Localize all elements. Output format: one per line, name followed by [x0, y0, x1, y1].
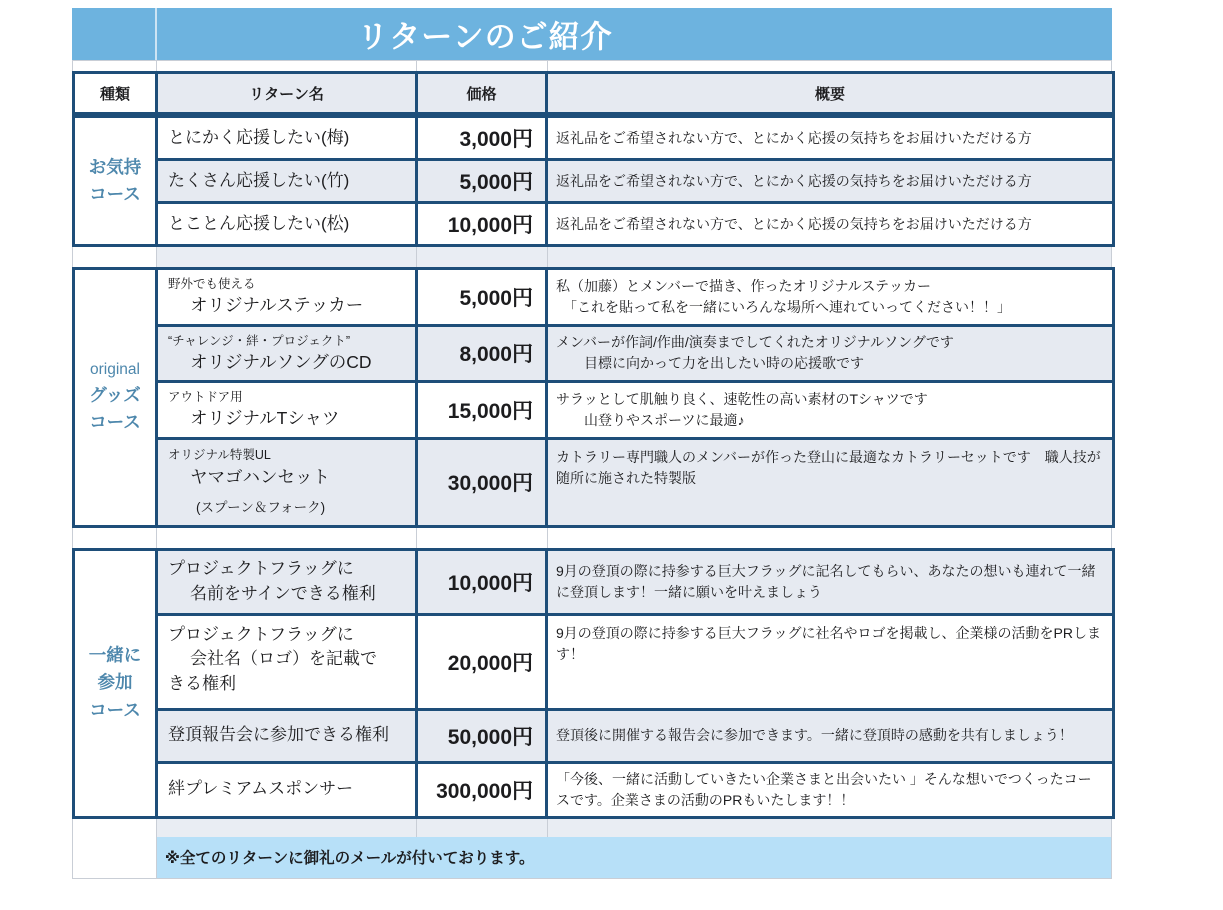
spacer-cell	[548, 528, 1112, 548]
course-type-cell	[74, 549, 157, 817]
price-cell: 5,000円	[417, 269, 547, 326]
return-name-line: とにかく応援したい(梅)	[168, 127, 350, 147]
return-name-cell	[157, 549, 417, 614]
summary-cell	[547, 614, 1114, 709]
footer-note: ※全てのリターンに御礼のメールが付いております。	[157, 837, 1112, 879]
summary-line: 「これを貼って私を一緒にいろんな場所へ連れていってください！！」	[556, 298, 1011, 315]
spacer-cell	[548, 819, 1112, 837]
return-row	[74, 325, 1114, 382]
return-row	[74, 438, 1114, 526]
summary-cell	[547, 160, 1114, 203]
return-name-cell	[157, 325, 417, 382]
summary-line: サラッとして肌触り良く、速乾性の高い素材のTシャツです	[556, 390, 928, 407]
return-name-line: たくさん応援したい(竹)	[168, 170, 350, 190]
price-cell: 50,000円	[417, 709, 547, 762]
band-divider	[155, 8, 157, 60]
price-cell: 5,000円	[417, 160, 547, 203]
summary-line: 山登りやスポーツに最適♪	[556, 411, 745, 428]
return-name-cell	[157, 709, 417, 762]
summary-cell	[547, 325, 1114, 382]
summary-line: 返礼品をご希望されない方で、とにかく応援の気持ちをお届けいただける方	[556, 172, 1032, 189]
return-name-line: オリジナルステッカー	[190, 295, 364, 316]
course-type-label: コース	[89, 699, 141, 720]
summary-cell	[547, 549, 1114, 614]
return-name-cell	[157, 117, 417, 160]
return-name-line: 絆プレミアムスポンサー	[168, 779, 354, 799]
footer-row	[72, 837, 1112, 879]
summary-line: 返礼品をご希望されない方で、とにかく応援の気持ちをお届けいただける方	[556, 129, 1032, 146]
summary-cell	[547, 117, 1114, 160]
spacer-cell	[548, 247, 1112, 267]
return-name-line: プロジェクトフラッグに	[168, 624, 354, 644]
spacer-cell	[157, 61, 417, 71]
spacer-cell	[417, 819, 548, 837]
return-row	[74, 160, 1114, 203]
summary-line: 9月の登頂の際に持参する巨大フラッグに社名やロゴを掲載し、企業様の活動をPRします！	[556, 624, 1101, 662]
return-name-line: アウトドア用	[168, 390, 243, 404]
course-table	[72, 115, 1115, 247]
return-row	[74, 382, 1114, 439]
return-name-line: 会社名（ロゴ）を記載で	[190, 649, 377, 669]
return-row	[74, 709, 1114, 762]
summary-cell	[547, 438, 1114, 526]
summary-line: 「今後、一緒に活動していきたい企業さまと出会いたい 」そんな想いでつくったコースです。企業さまの活動のPRもいたします！！	[556, 770, 1092, 808]
course-table	[72, 267, 1115, 528]
price-cell: 3,000円	[417, 117, 547, 160]
spacer-cell	[72, 247, 157, 267]
course-type-cell	[74, 269, 157, 527]
spacer-cell	[72, 528, 157, 548]
summary-line: 返礼品をご希望されない方で、とにかく応援の気持ちをお届けいただける方	[556, 215, 1032, 232]
price-cell: 8,000円	[417, 325, 547, 382]
spacer-cell	[548, 61, 1112, 71]
return-name-line: 名前をサインできる権利	[190, 583, 376, 603]
summary-line: カトラリー専門職人のメンバーが作った登山に最適なカトラリーセットです 職人技が随所に施された特製版	[556, 448, 1101, 486]
course-type-label: 一緒に	[88, 645, 142, 666]
return-name-line: ヤマゴハンセット	[190, 466, 330, 487]
return-name-line: 登頂報告会に参加できる権利	[168, 725, 389, 745]
price-cell: 300,000円	[417, 762, 547, 817]
spacer-cell	[417, 61, 548, 71]
title-band	[72, 8, 1112, 61]
spacer-cell	[157, 247, 417, 267]
spacer-row	[72, 61, 1112, 71]
header-row	[74, 73, 1114, 114]
return-name-line: オリジナル特製UL	[168, 448, 271, 463]
spacer-cell	[72, 819, 157, 837]
course-type-label: コース	[89, 412, 141, 433]
footer-spacer-cell	[72, 837, 157, 879]
summary-line: 登頂後に開催する報告会に参加できます。一緒に登頂時の感動を共有しましょう！	[556, 727, 1073, 743]
course-type-label: グッズ	[89, 385, 141, 406]
summary-cell	[547, 203, 1114, 246]
price-cell: 10,000円	[417, 549, 547, 614]
return-row	[74, 614, 1114, 709]
spacer-cell	[157, 819, 417, 837]
column-header-price: 価格	[417, 73, 547, 114]
return-name-cell	[157, 269, 417, 326]
return-row	[74, 117, 1114, 160]
return-row	[74, 203, 1114, 246]
course-type-label: original	[90, 361, 140, 379]
price-cell: 20,000円	[417, 614, 547, 709]
spacer-row	[72, 819, 1112, 837]
return-row	[74, 762, 1114, 817]
return-name-line: “チャレンジ・絆・プロジェクト”	[168, 333, 351, 348]
column-header-row	[72, 71, 1115, 115]
return-row	[74, 269, 1114, 326]
return-name-line: オリジナルTシャツ	[190, 408, 340, 429]
return-name-line: 野外でも使える	[168, 277, 256, 291]
returns-table	[72, 8, 1112, 879]
course-type-label: お気持	[88, 156, 142, 177]
return-name-line: きる権利	[168, 673, 236, 693]
return-row	[74, 549, 1114, 614]
return-name-line: とことん応援したい(松)	[168, 213, 350, 233]
summary-line: 目標に向かって力を出したい時の応援歌です	[556, 355, 864, 372]
summary-line: 私（加藤）とメンバーで描き、作ったオリジナルステッカー	[556, 277, 932, 294]
price-cell: 10,000円	[417, 203, 547, 246]
return-name-line: (スプーン＆フォーク)	[196, 499, 326, 515]
column-header-name: リターン名	[157, 73, 417, 114]
return-name-cell	[157, 203, 417, 246]
spacer-cell	[417, 247, 548, 267]
return-name-line: オリジナルソングのCD	[190, 351, 372, 372]
summary-cell	[547, 709, 1114, 762]
section-issho-ni-sanka-course	[72, 548, 1112, 819]
column-header-type: 種類	[74, 73, 157, 114]
page-title: リターンのご紹介	[357, 19, 613, 55]
section-okimochi-course	[72, 115, 1112, 247]
price-cell: 30,000円	[417, 438, 547, 526]
return-name-line: プロジェクトフラッグに	[168, 558, 354, 578]
summary-cell	[547, 269, 1114, 326]
spacer-row	[72, 528, 1112, 548]
spacer-cell	[72, 61, 157, 71]
return-name-cell	[157, 614, 417, 709]
summary-cell	[547, 762, 1114, 817]
spacer-cell	[417, 528, 548, 548]
course-type-cell	[74, 117, 157, 246]
section-original-goods-course	[72, 267, 1112, 528]
summary-line: 9月の登頂の際に持参する巨大フラッグに記名してもらい、あなたの想いも連れて一緒に登頂します！一緒に願いを叶えましょう	[556, 562, 1096, 600]
summary-cell	[547, 382, 1114, 439]
return-name-cell	[157, 160, 417, 203]
course-table	[72, 548, 1115, 819]
column-header-summary: 概要	[547, 73, 1114, 114]
course-type-label: 参加	[97, 672, 133, 693]
return-name-cell	[157, 438, 417, 526]
course-type-label: コース	[89, 184, 141, 204]
return-name-cell	[157, 382, 417, 439]
summary-line: メンバーが作詞/作曲/演奏までしてくれたオリジナルソングです	[556, 334, 954, 351]
spacer-cell	[157, 528, 417, 548]
return-name-cell	[157, 762, 417, 817]
spacer-row	[72, 247, 1112, 267]
price-cell: 15,000円	[417, 382, 547, 439]
